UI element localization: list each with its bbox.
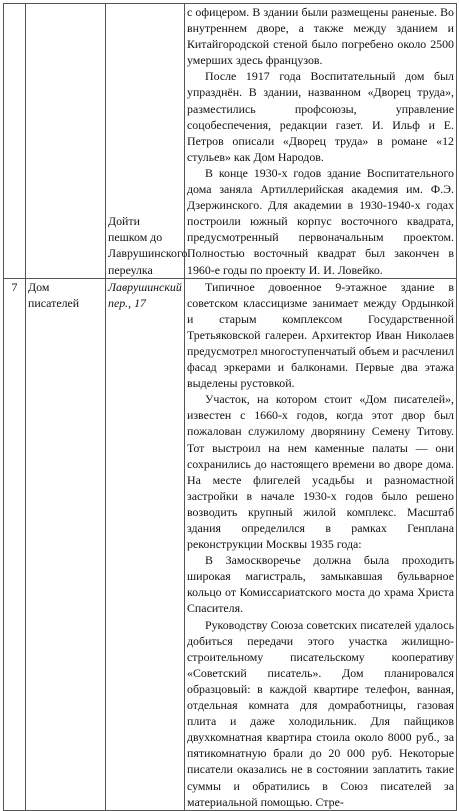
description-cell (185, 4, 457, 279)
row-number-cell (4, 4, 26, 279)
description-paragraph: Участок, на котором стоит «Дом писателей», известен с 1660-х годов, когда этот двор был пожалован служилому дворянину Семену Титову. Тот выстроил на нем каменные палаты — они сохранились до настоящего времени во дворе дома. На месте флигелей усадьбы и разномастной застройки в начале 1930-х годов было решено возводить крупный жилой комплекс. Масштаб здания определился в рамках Генплана реконструкции Москвы 1935 года: (187, 392, 454, 552)
row-number-cell: 7 (4, 278, 26, 810)
description-paragraph: Руководству Союза советских писателей удалось добиться передачи этого участка жилищно-строительному писательскому кооперативу «Советский писатель». Дом планировался образцовый: в каждой квартире телефон, ванная, отдельная комната для домработницы, газовая плита и даже холодильник. Для пайщиков двухкомнатная квартира стоила около 8000 руб., за пятикомнатную брали до 20 000 руб. Некоторые писатели оказались не в состоянии заплатить такие суммы и обратились в Союз писателей за материальной помощью. Стре- (187, 617, 454, 809)
description-paragraph: В Замоскворечье должна была проходить широкая магистраль, замыкавшая бульварное кольцо от Комиссариатского моста до храма Христа Спасителя. (187, 553, 454, 616)
table-row (4, 278, 457, 810)
description-paragraph: После 1917 года Воспитательный дом был упразднён. В здании, названном «Дворец труда», разместились профсоюзы, управление соцобеспечения, редакции газет. И. Ильф и Е. Петров описали «Дворец труда» в романе «12 стульев» как Дом Народов. (187, 69, 454, 164)
description-cell (185, 278, 457, 810)
object-name-cell (26, 4, 106, 279)
excursion-table (3, 3, 457, 811)
address-cell: Лаврушинский пер., 17 (106, 278, 185, 810)
description-paragraph: В конце 1930-х годов здание Воспитательного дома заняла Артиллерийская академия им. Ф.Э. Дзержинского. Для академии в 1930-1940-х годах построили южный корпус восточного квадрата, предусмотренный первоначальным проектом. Полностью восточный квадрат был закончен в 1960-е годы по проекту И. И. Ловейко. (187, 165, 454, 277)
route-note-cell: Дойти пешком до Лаврушинского переулка (106, 4, 185, 279)
table-row (4, 4, 457, 279)
description-paragraph: с офицером. В здании были размещены раненые. Во внутреннем дворе, а также между зданием и Китайгородской стеной было погребено около 2500 умерших здесь французов. (187, 5, 454, 68)
object-name-cell: Дом писателей (26, 278, 106, 810)
description-paragraph: Типичное довоенное 9-этажное здание в советском классицизме занимает между Ордынкой и старым комплексом Государственной Третьяковской галереи. Архитектор Иван Николаев предусмотрел многоступенчатый объем и расчленил фасад эркерами и балконами. Первые два этажа выделены рустовкой. (187, 279, 454, 391)
